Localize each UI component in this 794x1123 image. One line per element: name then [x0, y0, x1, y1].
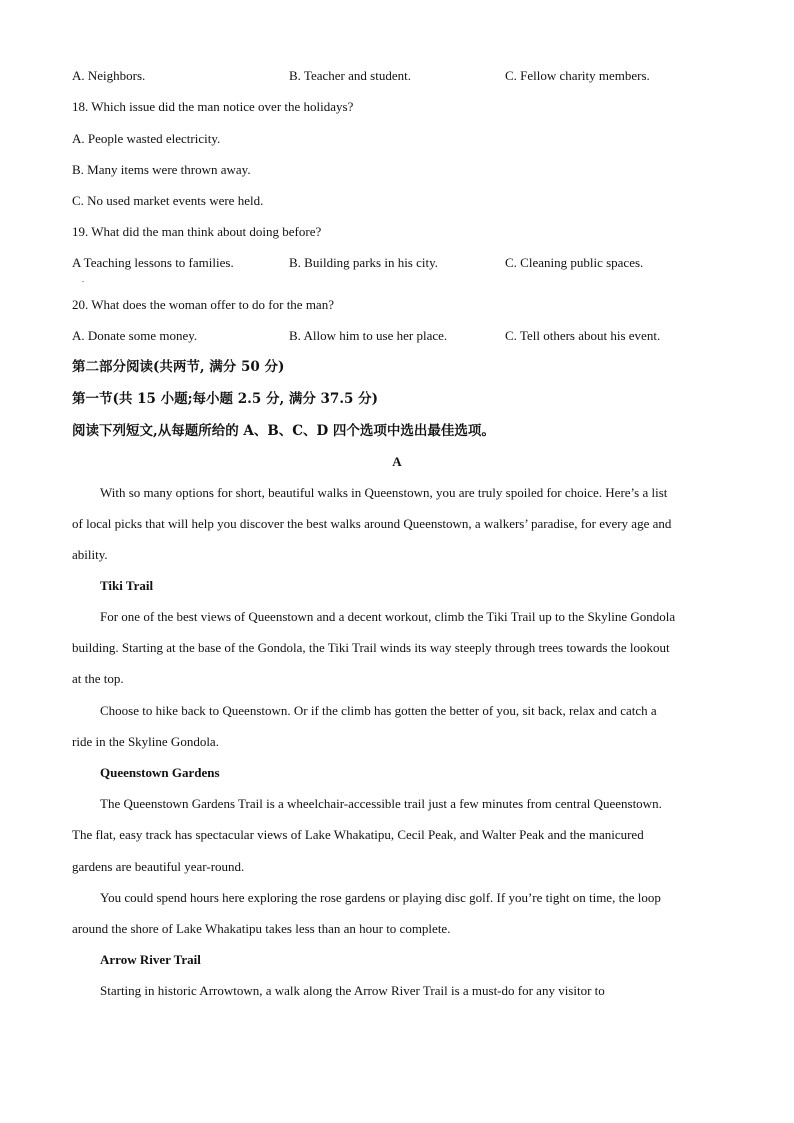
q19-dot-mark: . [82, 275, 84, 284]
gardens-line-1: The Queenstown Gardens Trail is a wheelchair-accessible trail just a few minutes from central Queenstown. [100, 796, 662, 811]
q19-question: 19. What did the man think about doing before? [72, 224, 322, 239]
q19-option-c: C. Cleaning public spaces. [505, 255, 644, 270]
q19-option-a: A Teaching lessons to families. [72, 255, 234, 270]
section1-heading: 第一节(共 15 小题;每小题 2.5 分, 满分 37.5 分) [72, 391, 379, 407]
q18-option-b: B. Many items were thrown away. [72, 162, 251, 177]
gardens-line-4: You could spend hours here exploring the rose gardens or playing disc golf. If you’re tight on time, the loop [100, 890, 661, 905]
q17-option-a: A. Neighbors. [72, 68, 146, 83]
q18-question: 18. Which issue did the man notice over the holidays? [72, 99, 354, 114]
tiki-line-4: Choose to hike back to Queenstown. Or if the climb has gotten the better of you, sit back, relax and catch a [100, 703, 657, 718]
gardens-line-5: around the shore of Lake Whakatipu takes less than an hour to complete. [72, 921, 451, 936]
q20-option-a: A. Donate some money. [72, 328, 198, 343]
intro-line-1: With so many options for short, beautiful walks in Queenstown, you are truly spoiled for choice. Here’s a list [100, 485, 668, 500]
intro-line-2: of local picks that will help you discover the best walks around Queenstown, a walkers’ paradise, for every age and [72, 516, 672, 531]
part2-heading: 第二部分阅读(共两节, 满分 50 分) [72, 359, 285, 375]
q20-option-b: B. Allow him to use her place. [289, 328, 448, 343]
tiki-line-2: building. Starting at the base of the Gondola, the Tiki Trail winds its way steeply through trees towards the lookout [72, 640, 670, 655]
arrow-river-trail-heading: Arrow River Trail [100, 952, 201, 967]
tiki-line-3: at the top. [72, 671, 124, 686]
passage-label: A [392, 454, 402, 469]
q17-option-c: C. Fellow charity members. [505, 68, 650, 83]
gardens-line-3: gardens are beautiful year-round. [72, 859, 245, 874]
q17-option-b: B. Teacher and student. [289, 68, 411, 83]
intro-line-3: ability. [72, 547, 108, 562]
gardens-line-2: The flat, easy track has spectacular views of Lake Whakatipu, Cecil Peak, and Walter Peak and the manicured [72, 827, 644, 842]
q20-question: 20. What does the woman offer to do for the man? [72, 297, 334, 312]
queenstown-gardens-heading: Queenstown Gardens [100, 765, 220, 780]
q19-option-b: B. Building parks in his city. [289, 255, 439, 270]
tiki-trail-heading: Tiki Trail [100, 578, 154, 593]
q18-option-a: A. People wasted electricity. [72, 131, 221, 146]
tiki-line-1: For one of the best views of Queenstown and a decent workout, climb the Tiki Trail up to the Skyline Gondola [100, 609, 676, 624]
arrow-line-1: Starting in historic Arrowtown, a walk along the Arrow River Trail is a must-do for any visitor to [100, 983, 605, 998]
q18-option-c: C. No used market events were held. [72, 193, 264, 208]
q20-option-c: C. Tell others about his event. [505, 328, 661, 343]
tiki-line-5: ride in the Skyline Gondola. [72, 734, 219, 749]
reading-instruction: 阅读下列短文,从每题所给的 A、B、C、D 四个选项中选出最佳选项。 [72, 423, 495, 439]
